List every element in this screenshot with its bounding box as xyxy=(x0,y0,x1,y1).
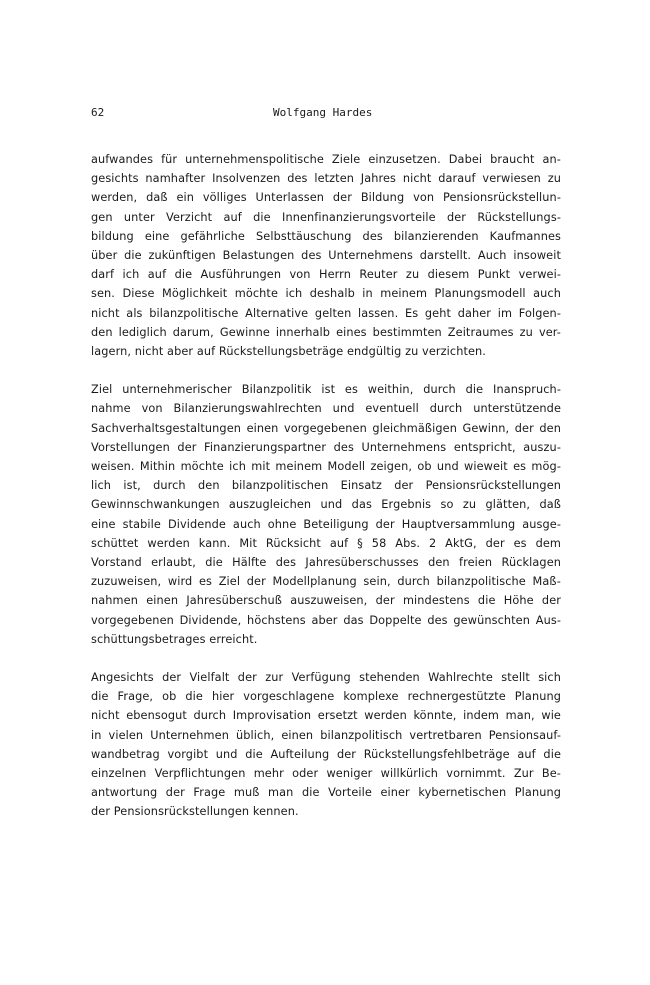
text-line: werden, daß ein völliges Unterlassen der Bildung von Pensionsrückstellun- xyxy=(91,191,561,205)
paragraph-1 xyxy=(91,150,561,361)
text-line: nahmen einen Jahresüberschuß auszuweisen, der mindestens die Höhe der xyxy=(91,594,561,608)
text-line: eine stabile Dividende auch ohne Beteiligung der Hauptversammlung ausge- xyxy=(91,517,561,531)
text-line: nahme von Bilanzierungswahlrechten und eventuell durch unterstützende xyxy=(91,402,561,416)
text-line: Vorstand erlaubt, die Hälfte des Jahresüberschusses den freien Rücklagen xyxy=(91,555,561,569)
text-line: sen. Diese Möglichkeit möchte ich deshalb in meinem Planungsmodell auch xyxy=(91,287,561,301)
text-line: den lediglich darum, Gewinne innerhalb eines bestimmten Zeitraumes zu ver- xyxy=(91,325,561,339)
text-line: schüttet werden kann. Mit Rücksicht auf § 58 Abs. 2 AktG, der es dem xyxy=(91,536,561,550)
paragraph-3 xyxy=(91,668,561,822)
text-line: Ziel unternehmerischer Bilanzpolitik ist es weithin, durch die Inanspruch- xyxy=(91,383,561,397)
text-line: vorgegebenen Dividende, höchstens aber das Doppelte des gewünschten Aus- xyxy=(91,613,561,627)
text-line: der Pensionsrückstellungen kennen. xyxy=(91,805,299,819)
text-line: nicht ebensogut durch Improvisation ersetzt werden könnte, indem man, wie xyxy=(91,709,561,723)
page-number: 62 xyxy=(91,106,105,119)
text-line: wandbetrag vorgibt und die Aufteilung der Rückstellungsfehlbeträge auf die xyxy=(91,747,561,761)
text-line: aufwandes für unternehmenspolitische Ziele einzusetzen. Dabei braucht an- xyxy=(91,153,561,166)
body-text xyxy=(91,150,561,841)
paragraph-2 xyxy=(91,380,561,649)
text-line: Angesichts der Vielfalt der zur Verfügung stehenden Wahlrechte stellt sich xyxy=(91,671,561,685)
text-line: lagern, nicht aber auf Rückstellungsbeträge endgültig zu verzichten. xyxy=(91,344,487,358)
text-line: in vielen Unternehmen üblich, einen bilanzpolitisch vertretbaren Pensionsauf- xyxy=(91,728,561,742)
text-line: nicht als bilanzpolitische Alternative gelten lassen. Es geht daher im Folgen- xyxy=(91,306,561,320)
text-line: zuzuweisen, wird es Ziel der Modellplanung sein, durch bilanzpolitische Maß- xyxy=(91,575,561,589)
running-head: Wolfgang Hardes xyxy=(273,106,373,119)
text-line: darf ich auf die Ausführungen von Herrn Reuter zu diesem Punkt verwei- xyxy=(91,268,561,282)
text-line: weisen. Mithin möchte ich mit meinem Modell zeigen, ob und wieweit es mög- xyxy=(91,460,561,473)
text-line: schüttungsbetrages erreicht. xyxy=(91,632,258,646)
text-line: Sachverhaltsgestaltungen einen vorgegebenen gleichmäßigen Gewinn, der den xyxy=(91,421,561,435)
page-header xyxy=(91,106,561,122)
text-line: bildung eine gefährliche Selbsttäuschung des bilanzierenden Kaufmannes xyxy=(91,229,561,243)
text-line: die Frage, ob die hier vorgeschlagene komplexe rechnergestützte Planung xyxy=(91,690,561,704)
text-line: Vorstellungen der Finanzierungspartner des Unternehmens entspricht, auszu- xyxy=(91,440,561,454)
text-line: einzelnen Verpflichtungen mehr oder weniger willkürlich vornimmt. Zur Be- xyxy=(91,767,561,780)
text-line: Gewinnschwankungen auszugleichen und das Ergebnis so zu glätten, daß xyxy=(91,498,561,512)
text-line: über die zukünftigen Belastungen des Unternehmens darstellt. Auch insoweit xyxy=(91,248,561,262)
text-line: antwortung der Frage muß man die Vorteile einer kybernetischen Planung xyxy=(91,786,561,800)
text-line: gen unter Verzicht auf die Innenfinanzierungsvorteile der Rückstellungs- xyxy=(91,210,561,224)
text-line: gesichts namhafter Insolvenzen des letzten Jahres nicht darauf verwiesen zu xyxy=(91,172,561,186)
text-line: lich ist, durch den bilanzpolitischen Einsatz der Pensionsrückstellungen xyxy=(91,479,561,493)
